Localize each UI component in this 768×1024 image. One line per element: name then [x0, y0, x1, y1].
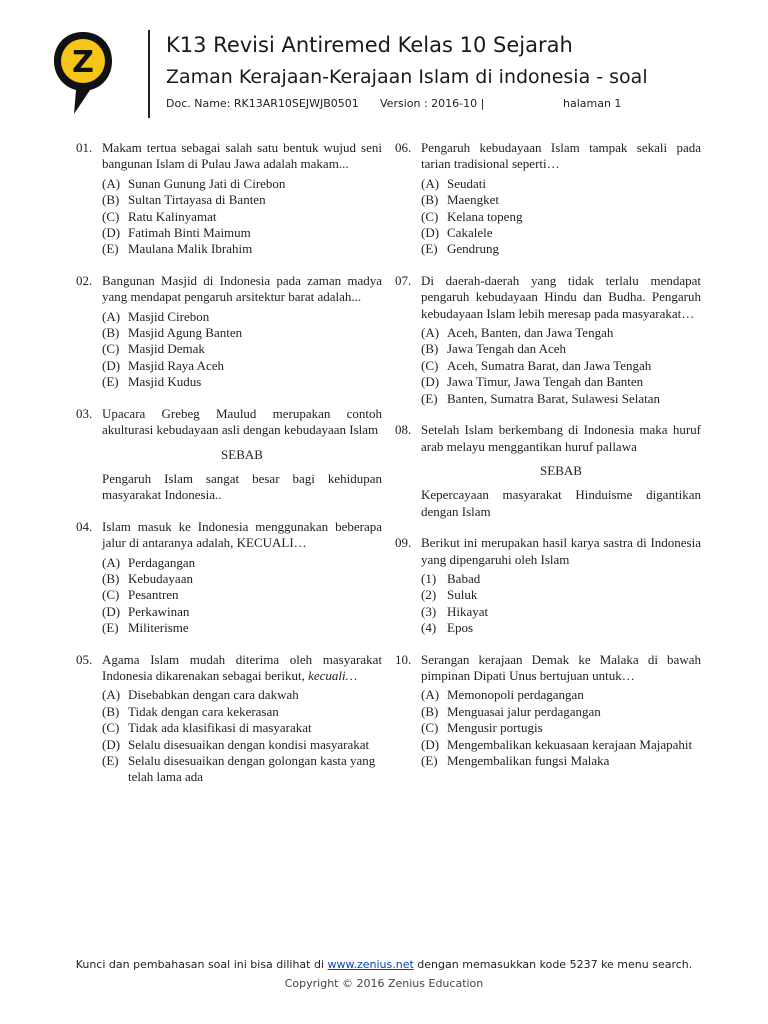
option: (A) Perdagangan [102, 554, 196, 570]
page-number: halaman 1 [563, 97, 622, 110]
question-number: 01. [76, 140, 93, 155]
question-stem: Upacara Grebeg Maulud merupakan contoh akulturasi kebudayaan asli dengan kebudayaan Islam [102, 405, 382, 438]
footer-note: Kunci dan pembahasan soal ini bisa dilihat di www.zenius.net dengan memasukkan kode 5237 ke menu search. [75, 958, 693, 971]
question-number: 08. [395, 422, 412, 438]
question-number: 03. [76, 405, 93, 421]
option: (3) Hikayat [421, 603, 489, 619]
option: (A) Aceh, Banten, dan Jawa Tengah [421, 325, 614, 341]
option: (E) Selalu disesuaikan dengan golongan kasta yang telah lama ada [102, 753, 376, 785]
option: (D) Masjid Raya Aceh [102, 357, 225, 373]
option: (D) Perkawinan [102, 603, 190, 619]
question-number: 04. [76, 518, 93, 534]
option: (B) Masjid Agung Banten [102, 325, 243, 341]
question-number: 06. [395, 140, 412, 155]
question-stem: Bangunan Masjid di Indonesia pada zaman madya yang mendapat pengaruh arsitektur barat adalah... [102, 272, 382, 305]
option: (C) Pesantren [102, 587, 179, 603]
question-reason: Kepercayaan masyarakat Hinduisme digantikan dengan Islam [421, 487, 701, 519]
doc-title: K13 Revisi Antiremed Kelas 10 Sejarah [166, 33, 573, 57]
question-stem: Setelah Islam berkembang di Indonesia maka huruf arab melayu menggantikan huruf pallawa [421, 422, 701, 454]
option: (E) Maulana Malik Ibrahim [102, 241, 253, 257]
option: (A) Disebabkan dengan cara dakwah [102, 687, 299, 703]
question-stem: Di daerah-daerah yang tidak terlalu mendapat pengaruh kebudayaan Hindu dan Budha. Pengaruh kebudayaan Islam lebih meresap pada masyarakat… [421, 272, 701, 321]
question-08 [395, 422, 701, 520]
doc-version: Version : 2016-10 | [380, 97, 485, 110]
question-09 [395, 535, 701, 636]
question-03 [76, 406, 382, 504]
option: (E) Gendrung [421, 241, 499, 257]
option: (E) Militerisme [102, 620, 189, 636]
question-stem: Makam tertua sebagai salah satu bentuk wujud seni bangunan Islam di Pulau Jawa adalah makam... [102, 140, 382, 172]
option: (E) Mengembalikan fungsi Malaka [421, 753, 610, 768]
question-stem: Agama Islam mudah diterima oleh masyarakat Indonesia dikarenakan sebagai berikut, kecuali… [102, 651, 382, 683]
option: (C) Ratu Kalinyamat [102, 208, 217, 224]
option: (C) Tidak ada klasifikasi di masyarakat [102, 720, 312, 736]
option: (C) Masjid Demak [102, 341, 205, 357]
option: (4) Epos [421, 620, 473, 636]
doc-name: Doc. Name: RK13AR10SEJWJB0501 [166, 97, 359, 110]
question-01 [76, 140, 382, 258]
question-stem: Berikut ini merupakan hasil karya sastra di Indonesia yang dipengaruhi oleh Islam [421, 535, 701, 567]
question-number: 02. [76, 272, 93, 288]
option: (A) Masjid Cirebon [102, 308, 210, 324]
question-stem: Pengaruh kebudayaan Islam tampak sekali pada tarian tradisional seperti… [421, 140, 701, 172]
question-06 [395, 140, 701, 258]
option: (C) Kelana topeng [421, 208, 523, 224]
question-number: 10. [395, 651, 412, 667]
option: (A) Memonopoli perdagangan [421, 687, 584, 703]
zenius-link[interactable]: www.zenius.net [327, 958, 414, 971]
question-07 [395, 273, 701, 407]
option: (B) Menguasai jalur perdagangan [421, 703, 601, 719]
option: (B) Kebudayaan [102, 570, 193, 586]
option: (C) Mengusir portugis [421, 720, 543, 736]
question-04 [76, 519, 382, 637]
doc-subtitle: Zaman Kerajaan-Kerajaan Islam di indonesia - soal [166, 66, 648, 88]
copyright: Copyright © 2016 Zenius Education [284, 977, 484, 990]
question-number: 05. [76, 651, 93, 667]
option: (D) Jawa Timur, Jawa Tengah dan Banten [421, 374, 644, 390]
question-02 [76, 273, 382, 391]
option: (B) Jawa Tengah dan Aceh [421, 341, 567, 357]
sebab-label: SEBAB [540, 462, 582, 478]
sebab-label: SEBAB [221, 446, 263, 462]
question-10 [395, 652, 701, 770]
option: (C) Aceh, Sumatra Barat, dan Jawa Tengah [421, 357, 652, 373]
question-reason: Pengaruh Islam sangat besar bagi kehidupan masyarakat Indonesia.. [102, 470, 382, 503]
option: (E) Masjid Kudus [102, 374, 202, 390]
option: (1) Babad [421, 570, 481, 586]
option: (D) Fatimah Binti Maimum [102, 225, 251, 241]
left-column [76, 140, 382, 801]
question-05 [76, 652, 382, 786]
option: (2) Suluk [421, 587, 478, 603]
option: (D) Selalu disesuaikan dengan kondisi masyarakat [102, 736, 370, 752]
option: (E) Banten, Sumatra Barat, Sulawesi Selatan [421, 390, 661, 406]
option: (A) Sunan Gunung Jati di Cirebon [102, 175, 286, 191]
zenius-logo [52, 30, 114, 116]
option: (D) Mengembalikan kekuasaan kerajaan Majapahit [421, 736, 693, 752]
option: (A) Seudati [421, 175, 486, 191]
question-number: 09. [395, 535, 412, 551]
option: (D) Cakalele [421, 225, 493, 241]
svg-text:Z: Z [72, 45, 94, 80]
question-stem: Serangan kerajaan Demak ke Malaka di bawah pimpinan Dipati Unus bertujuan untuk… [421, 651, 701, 683]
right-column [395, 140, 701, 784]
option: (B) Maengket [421, 192, 499, 208]
question-stem: Islam masuk ke Indonesia menggunakan beberapa jalur di antaranya adalah, KECUALI… [102, 518, 382, 551]
option: (B) Tidak dengan cara kekerasan [102, 703, 279, 719]
header-divider [148, 30, 150, 118]
question-number: 07. [395, 272, 412, 288]
option: (B) Sultan Tirtayasa di Banten [102, 192, 266, 208]
